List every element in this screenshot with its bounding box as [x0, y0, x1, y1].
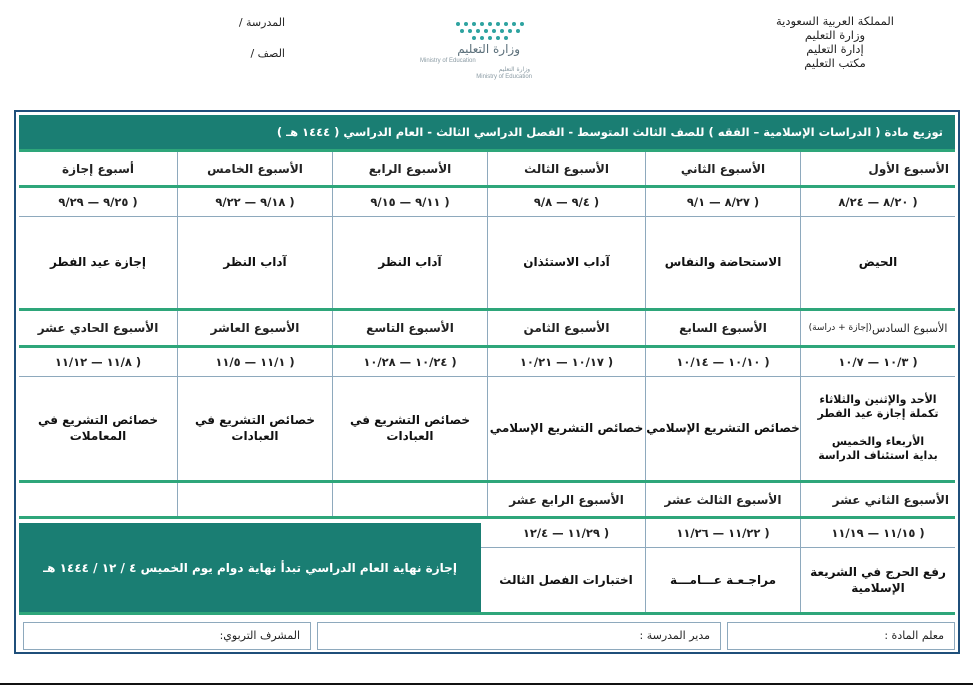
teacher-field[interactable]: معلم المادة :	[727, 622, 955, 650]
topic-cell: إجازة عيد الفطر	[49, 255, 147, 269]
topic-line: بداية استئناف الدراسة	[818, 449, 938, 462]
date-cell: ( ٩/١٨ — ٩/٢٢	[177, 188, 332, 216]
week-cell: الأسبوع الرابع عشر	[487, 483, 645, 516]
logo-english-text-small: Ministry of Education	[476, 74, 532, 80]
page-bottom-line	[0, 683, 973, 685]
topic-cell: خصائص التشريع في العبادات	[332, 376, 487, 480]
header-line-3: إدارة التعليم	[806, 42, 864, 56]
school-label: المدرسة /	[238, 16, 285, 29]
ministry-header	[745, 14, 925, 70]
principal-field[interactable]: مدير المدرسة :	[317, 622, 721, 650]
topic-line: تكملة إجازة عيد الفطر	[817, 407, 939, 420]
week-cell: الأسبوع الثالث	[487, 152, 645, 185]
topic-cell: اختبارات الفصل الثالث	[499, 572, 633, 587]
weeks-row-1	[19, 152, 955, 186]
week-cell: الأسبوع السابع	[645, 311, 800, 345]
table-title: توزيع مادة ( الدراسات الإسلامية – الفقه ) للصف الثالث المتوسط - الفصل الدراسي الثالث - العام الدراسي ( ١٤٤٤ هـ )	[19, 115, 955, 149]
header-line-1: المملكة العربية السعودية	[776, 14, 894, 28]
topic-cell: رفع الحرج في الشريعة الإسلامية	[800, 547, 955, 612]
date-cell: ( ٨/٢٧ — ٩/١	[645, 188, 800, 216]
date-cell: ( ١١/٨ — ١١/١٢	[54, 355, 142, 369]
week-cell: الأسبوع الثاني عشر	[800, 483, 955, 516]
weeks-row-3	[19, 483, 955, 517]
signature-row	[19, 622, 955, 650]
week-label: الأسبوع السادس	[871, 321, 948, 335]
logo-dots-icon	[452, 20, 528, 44]
date-cell: ( ١١/١٥ — ١١/١٩	[800, 519, 955, 547]
topic-cell: خصائص التشريع الإسلامي	[645, 376, 800, 480]
empty-cell	[19, 483, 177, 516]
dates-row-2	[19, 348, 955, 377]
date-cell: ( ٩/٢٥ — ٩/٢٩	[58, 195, 138, 209]
header-line-4: مكتب التعليم	[804, 56, 866, 70]
week-cell: الأسبوع الثاني	[645, 152, 800, 185]
empty-cell	[332, 483, 487, 516]
logo-arabic-text: وزارة التعليم	[457, 42, 520, 56]
date-cell: ( ١١/١ — ١١/٥	[177, 348, 332, 376]
date-cell: ( ١٠/٢٤ — ١٠/٢٨	[332, 348, 487, 376]
topic-cell: خصائص التشريع في العبادات	[177, 376, 332, 480]
week-note: (إجازة + دراسة)	[808, 323, 872, 333]
date-cell: ( ٩/١١ — ٩/١٥	[332, 188, 487, 216]
date-cell: ( ١٠/١٧ — ١٠/٢١	[487, 348, 645, 376]
topic-cell: الاستحاضة والنفاس	[645, 216, 800, 308]
topics-row-2	[19, 376, 955, 481]
date-cell: ( ١١/٢٢ — ١١/٢٦	[645, 519, 800, 547]
topic-cell: آداب النظر	[177, 216, 332, 308]
ministry-logo	[418, 20, 538, 80]
week-cell: الأسبوع الثامن	[487, 311, 645, 345]
topic-line: الأحد والإثنين والثلاثاء	[819, 393, 937, 406]
dates-row-1	[19, 188, 955, 217]
topic-cell: آداب الاستئذان	[487, 216, 645, 308]
topic-cell: الحيض	[800, 216, 955, 308]
weeks-row-2	[19, 311, 955, 346]
week-cell: الأسبوع الأول	[800, 152, 955, 185]
week-cell: الأسبوع التاسع	[332, 311, 487, 345]
supervisor-field[interactable]: المشرف التربوي:	[23, 622, 311, 650]
week-cell: أسبوع إجازة	[62, 161, 134, 176]
logo-english-text: Ministry of Education	[420, 58, 476, 64]
grade-label: الصف /	[250, 47, 285, 60]
week-cell: الأسبوع الرابع	[332, 152, 487, 185]
topic-cell: خصائص التشريع في المعاملات	[37, 413, 159, 443]
year-end-notice: إجازة نهاية العام الدراسي تبدأ نهاية دوام يوم الخميس ٤ / ١٢ / ١٤٤٤ هـ	[19, 523, 481, 612]
empty-cell	[177, 483, 332, 516]
topics-row-1	[19, 216, 955, 309]
week-cell: الأسبوع الحادي عشر	[37, 321, 159, 335]
topic-cell: خصائص التشريع الإسلامي	[487, 376, 645, 480]
topic-line: الأربعاء والخميس	[831, 435, 925, 448]
header-line-2: وزارة التعليم	[804, 28, 866, 42]
date-cell: ( ١٠/٣ — ١٠/٧	[800, 348, 955, 376]
week-cell: الأسبوع العاشر	[177, 311, 332, 345]
school-info	[215, 16, 285, 78]
divider	[19, 612, 955, 615]
date-cell: ( ٨/٢٠ — ٨/٢٤	[800, 188, 955, 216]
topics-row-3	[481, 547, 955, 612]
topic-cell: مراجـعـة عـــامـــة	[645, 547, 800, 612]
date-cell: ( ٩/٤ — ٩/٨	[487, 188, 645, 216]
date-cell: ( ١٠/١٠ — ١٠/١٤	[645, 348, 800, 376]
distribution-table	[14, 110, 960, 654]
week-cell	[800, 311, 955, 345]
topic-cell-week6	[800, 376, 955, 480]
dates-row-3	[481, 519, 955, 548]
topic-cell: آداب النظر	[332, 216, 487, 308]
week-cell: الأسبوع الخامس	[177, 152, 332, 185]
week-cell: الأسبوع الثالث عشر	[645, 483, 800, 516]
date-cell: ( ١١/٢٩ — ١٢/٤	[522, 526, 610, 540]
logo-arabic-text-small: وزارة التعليم	[498, 66, 530, 73]
